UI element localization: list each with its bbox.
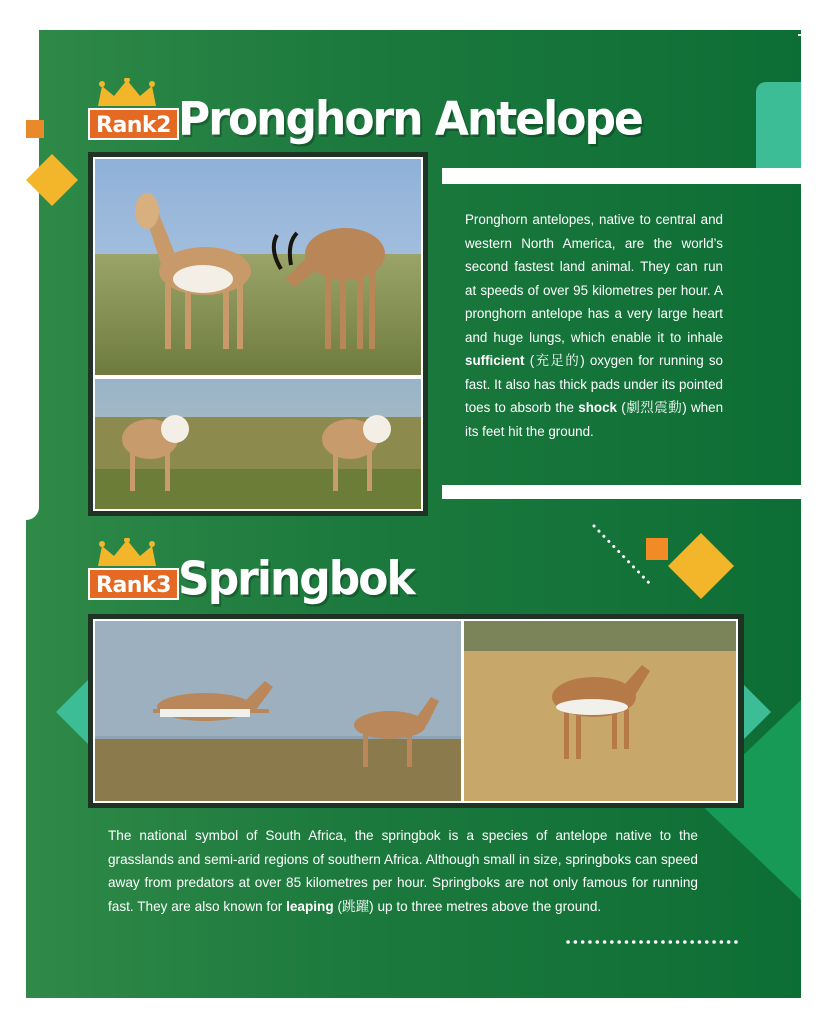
crown-icon (96, 538, 158, 568)
springbok-photo-left (93, 619, 463, 803)
orange-square-small (26, 120, 44, 138)
rank-badge: Rank2 (88, 108, 179, 140)
white-bar-bottom (442, 485, 801, 499)
dotted-diagonal (586, 520, 666, 600)
springbok-photo-right (462, 619, 738, 803)
teal-triangle-left (56, 680, 88, 744)
springbok-description: The national symbol of South Africa, the springbok is a species of antelope native to the grasslands and semi-arid regions of southern Africa. Although small in size, springboks can speed away from predators at over 85 kilometres per hour. Springboks are not only famous for running fast. They are also known for leaping (跳躍) up to three metres above the ground. (108, 828, 698, 914)
springbok-photo-frame (88, 614, 744, 808)
pronghorn-description: Pronghorn antelopes, native to central and western North America, are the world’s second fastest land animal. They can run at speeds of over 95 kilometres per hour. A pronghorn antelope has a very large heart and huge lungs, which enable it to inhale sufficient (充足的) oxygen for running so fast. It also has thick pads under its pointed toes to absorb the shock (劇烈震動) when its feet hit the ground. (465, 212, 724, 439)
keyword-leaping: leaping (286, 898, 334, 914)
pronghorn-photo-bottom (93, 377, 423, 511)
white-bar-top (442, 168, 801, 184)
page-panel (26, 30, 801, 998)
yellow-diamond-left (26, 154, 78, 206)
section-title: Springbok (178, 552, 414, 607)
keyword-shock: shock (578, 400, 617, 415)
pronghorn-photo-top (93, 157, 423, 377)
pronghorn-photo-frame (88, 152, 428, 516)
white-line-corner (798, 34, 801, 36)
section-title: Pronghorn Antelope (178, 92, 642, 147)
crown-icon (96, 78, 158, 108)
dotted-line-bottom (564, 936, 744, 948)
rank-badge: Rank3 (88, 568, 179, 600)
yellow-diamond-right (668, 533, 734, 599)
keyword-sufficient: sufficient (465, 353, 525, 368)
